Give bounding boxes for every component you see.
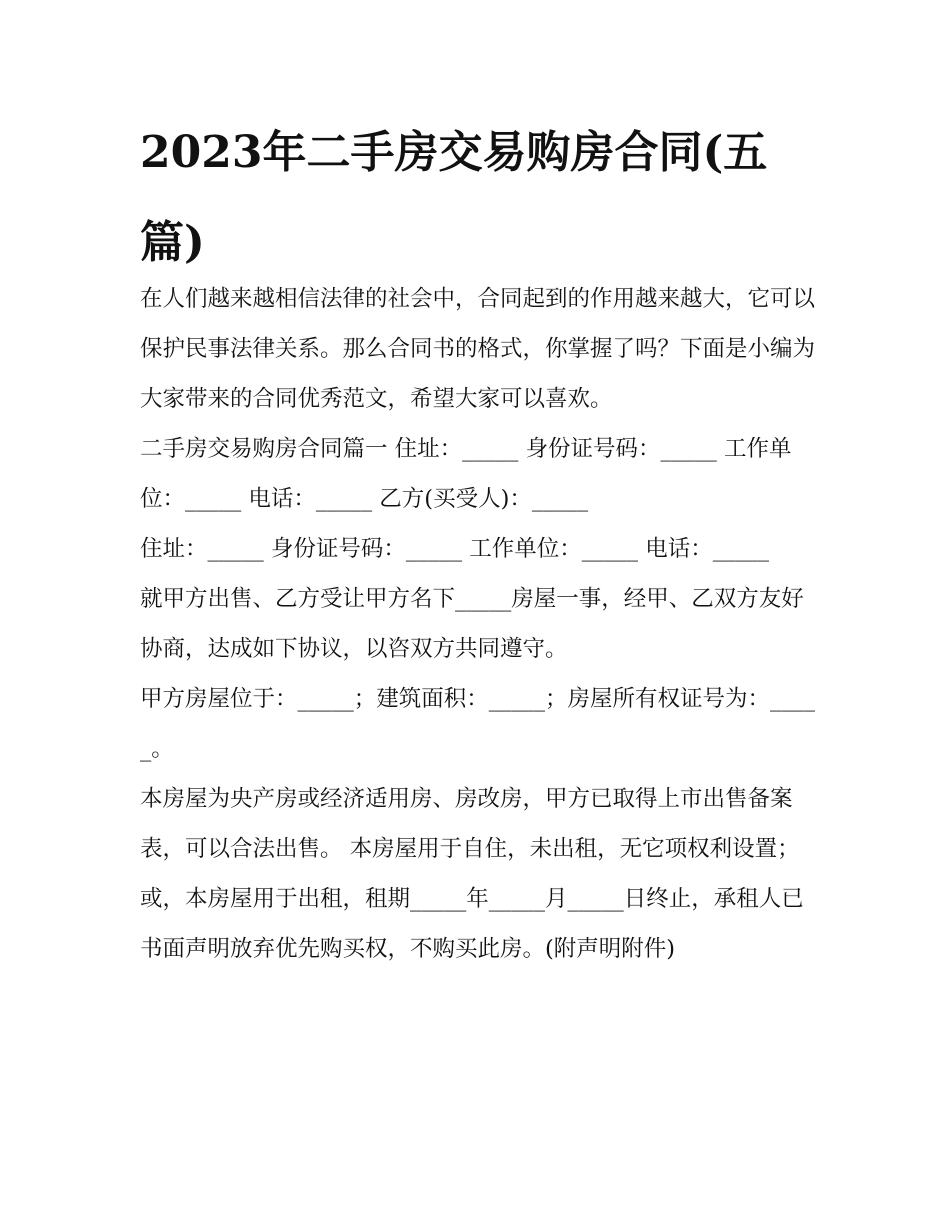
agreement-paragraph: 就甲方出售、乙方受让甲方名下_____房屋一事，经甲、乙双方友好协商，达成如下协议，以咨双方共同遵守。: [140, 586, 804, 662]
property-location-paragraph: 甲方房屋位于：_____；建筑面积：_____；房屋所有权证号为：_____。: [140, 686, 816, 762]
lease-paragraph: 或，本房屋用于出租，租期_____年_____月_____日终止，承租人已书面声明放弃优先购买权，不购买此房。(附声明附件): [140, 886, 804, 962]
party-info-paragraph: 二手房交易购房合同篇一 住址：_____ 身份证号码：_____ 工作单位：_____ 电话：_____ 乙方(买受人)：_____: [140, 436, 792, 512]
document-body: [140, 274, 820, 974]
document-title: 2023年二手房交易购房合同(五篇): [140, 127, 768, 268]
buyer-info-paragraph: 住址：_____ 身份证号码：_____ 工作单位：_____ 电话：_____: [140, 536, 769, 562]
property-status-paragraph: 本房屋为央产房或经济适用房、房改房，甲方已取得上市出售备案表，可以合法出售。 本房屋用于自住，未出租，无它项权利设置；: [140, 786, 800, 862]
intro-paragraph: 在人们越来越相信法律的社会中，合同起到的作用越来越大，它可以保护民事法律关系。那么合同书的格式，你掌握了吗？下面是小编为大家带来的合同优秀范文，希望大家可以喜欢。: [140, 286, 816, 412]
